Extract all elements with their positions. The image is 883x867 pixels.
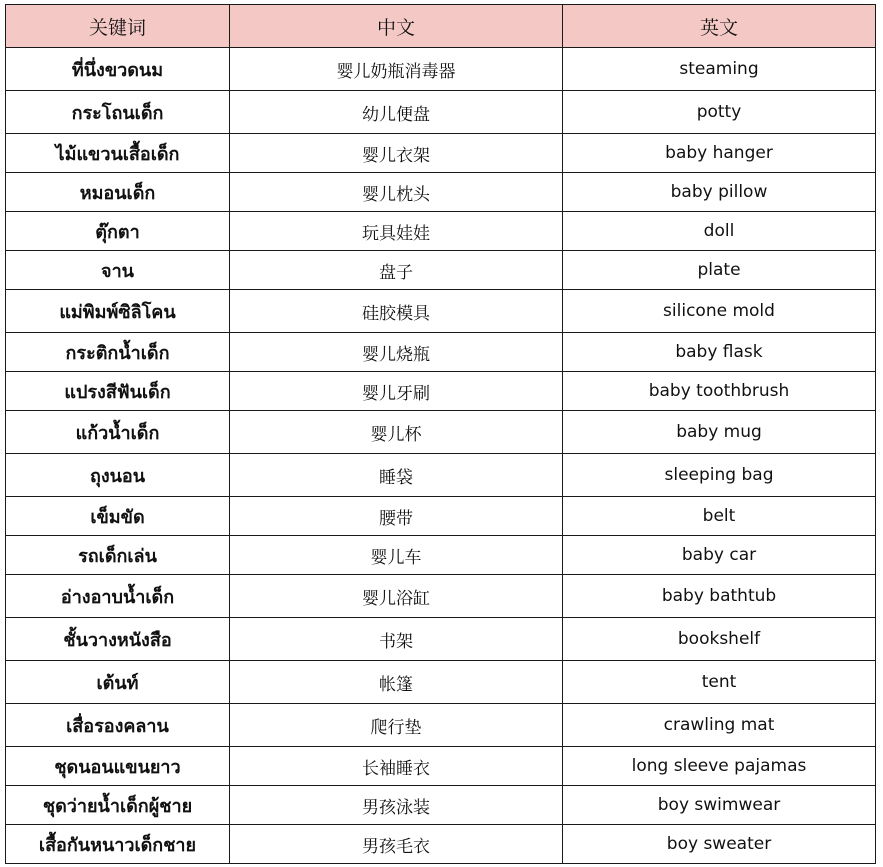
keyword-cell: ตุ๊กตา bbox=[6, 212, 230, 251]
english-cell: baby pillow bbox=[563, 173, 876, 212]
table-row bbox=[6, 212, 876, 251]
table-row bbox=[6, 747, 876, 786]
keyword-cell: แปรงสีฟันเด็ก bbox=[6, 372, 230, 411]
header-chinese: 中文 bbox=[230, 5, 563, 48]
english-cell: belt bbox=[563, 497, 876, 536]
keyword-cell: ชุดว่ายน้ำเด็กผู้ชาย bbox=[6, 786, 230, 825]
table-row bbox=[6, 48, 876, 91]
chinese-cell: 盘子 bbox=[230, 251, 563, 290]
chinese-cell: 婴儿衣架 bbox=[230, 134, 563, 173]
keyword-cell: ไม้แขวนเสื้อเด็ก bbox=[6, 134, 230, 173]
chinese-cell: 腰带 bbox=[230, 497, 563, 536]
english-cell: baby toothbrush bbox=[563, 372, 876, 411]
chinese-cell: 玩具娃娃 bbox=[230, 212, 563, 251]
table-row bbox=[6, 290, 876, 333]
keyword-cell: จาน bbox=[6, 251, 230, 290]
english-cell: sleeping bag bbox=[563, 454, 876, 497]
english-cell: long sleeve pajamas bbox=[563, 747, 876, 786]
keyword-table-container bbox=[5, 4, 876, 864]
english-cell: boy swimwear bbox=[563, 786, 876, 825]
keyword-cell: เสื่อรองคลาน bbox=[6, 704, 230, 747]
chinese-cell: 帐篷 bbox=[230, 661, 563, 704]
table-row bbox=[6, 173, 876, 212]
chinese-cell: 婴儿浴缸 bbox=[230, 575, 563, 618]
keyword-cell: กระติกน้ำเด็ก bbox=[6, 333, 230, 372]
keyword-cell: แก้วน้ำเด็ก bbox=[6, 411, 230, 454]
table-row bbox=[6, 134, 876, 173]
header-row bbox=[6, 5, 876, 48]
table-row bbox=[6, 91, 876, 134]
table-row bbox=[6, 825, 876, 864]
chinese-cell: 婴儿杯 bbox=[230, 411, 563, 454]
keyword-cell: ถุงนอน bbox=[6, 454, 230, 497]
keyword-cell: หมอนเด็ก bbox=[6, 173, 230, 212]
english-cell: steaming bbox=[563, 48, 876, 91]
table-row bbox=[6, 497, 876, 536]
english-cell: doll bbox=[563, 212, 876, 251]
keyword-cell: อ่างอาบน้ำเด็ก bbox=[6, 575, 230, 618]
chinese-cell: 男孩毛衣 bbox=[230, 825, 563, 864]
header-keyword: 关键词 bbox=[6, 5, 230, 48]
table-row bbox=[6, 411, 876, 454]
english-cell: baby car bbox=[563, 536, 876, 575]
table-row bbox=[6, 536, 876, 575]
chinese-cell: 书架 bbox=[230, 618, 563, 661]
english-cell: silicone mold bbox=[563, 290, 876, 333]
chinese-cell: 婴儿烧瓶 bbox=[230, 333, 563, 372]
chinese-cell: 睡袋 bbox=[230, 454, 563, 497]
table-row bbox=[6, 661, 876, 704]
keyword-translation-table bbox=[5, 4, 876, 864]
chinese-cell: 硅胶模具 bbox=[230, 290, 563, 333]
header-english: 英文 bbox=[563, 5, 876, 48]
keyword-cell: ที่นึ่งขวดนม bbox=[6, 48, 230, 91]
english-cell: baby hanger bbox=[563, 134, 876, 173]
chinese-cell: 长袖睡衣 bbox=[230, 747, 563, 786]
table-row bbox=[6, 251, 876, 290]
table-row bbox=[6, 704, 876, 747]
english-cell: potty bbox=[563, 91, 876, 134]
english-cell: plate bbox=[563, 251, 876, 290]
chinese-cell: 婴儿奶瓶消毒器 bbox=[230, 48, 563, 91]
english-cell: boy sweater bbox=[563, 825, 876, 864]
keyword-cell: แม่พิมพ์ซิลิโคน bbox=[6, 290, 230, 333]
keyword-cell: เข็มขัด bbox=[6, 497, 230, 536]
chinese-cell: 婴儿牙刷 bbox=[230, 372, 563, 411]
keyword-cell: ชั้นวางหนังสือ bbox=[6, 618, 230, 661]
keyword-cell: รถเด็กเล่น bbox=[6, 536, 230, 575]
table-row bbox=[6, 786, 876, 825]
english-cell: crawling mat bbox=[563, 704, 876, 747]
keyword-cell: เสื้อกันหนาวเด็กชาย bbox=[6, 825, 230, 864]
english-cell: bookshelf bbox=[563, 618, 876, 661]
chinese-cell: 婴儿枕头 bbox=[230, 173, 563, 212]
table-row bbox=[6, 454, 876, 497]
table-row bbox=[6, 618, 876, 661]
table-row bbox=[6, 372, 876, 411]
keyword-cell: ชุดนอนแขนยาว bbox=[6, 747, 230, 786]
english-cell: tent bbox=[563, 661, 876, 704]
english-cell: baby bathtub bbox=[563, 575, 876, 618]
english-cell: baby mug bbox=[563, 411, 876, 454]
chinese-cell: 男孩泳装 bbox=[230, 786, 563, 825]
table-row bbox=[6, 575, 876, 618]
chinese-cell: 爬行垫 bbox=[230, 704, 563, 747]
keyword-cell: เต้นท์ bbox=[6, 661, 230, 704]
english-cell: baby flask bbox=[563, 333, 876, 372]
table-row bbox=[6, 333, 876, 372]
keyword-cell: กระโถนเด็ก bbox=[6, 91, 230, 134]
chinese-cell: 婴儿车 bbox=[230, 536, 563, 575]
chinese-cell: 幼儿便盘 bbox=[230, 91, 563, 134]
